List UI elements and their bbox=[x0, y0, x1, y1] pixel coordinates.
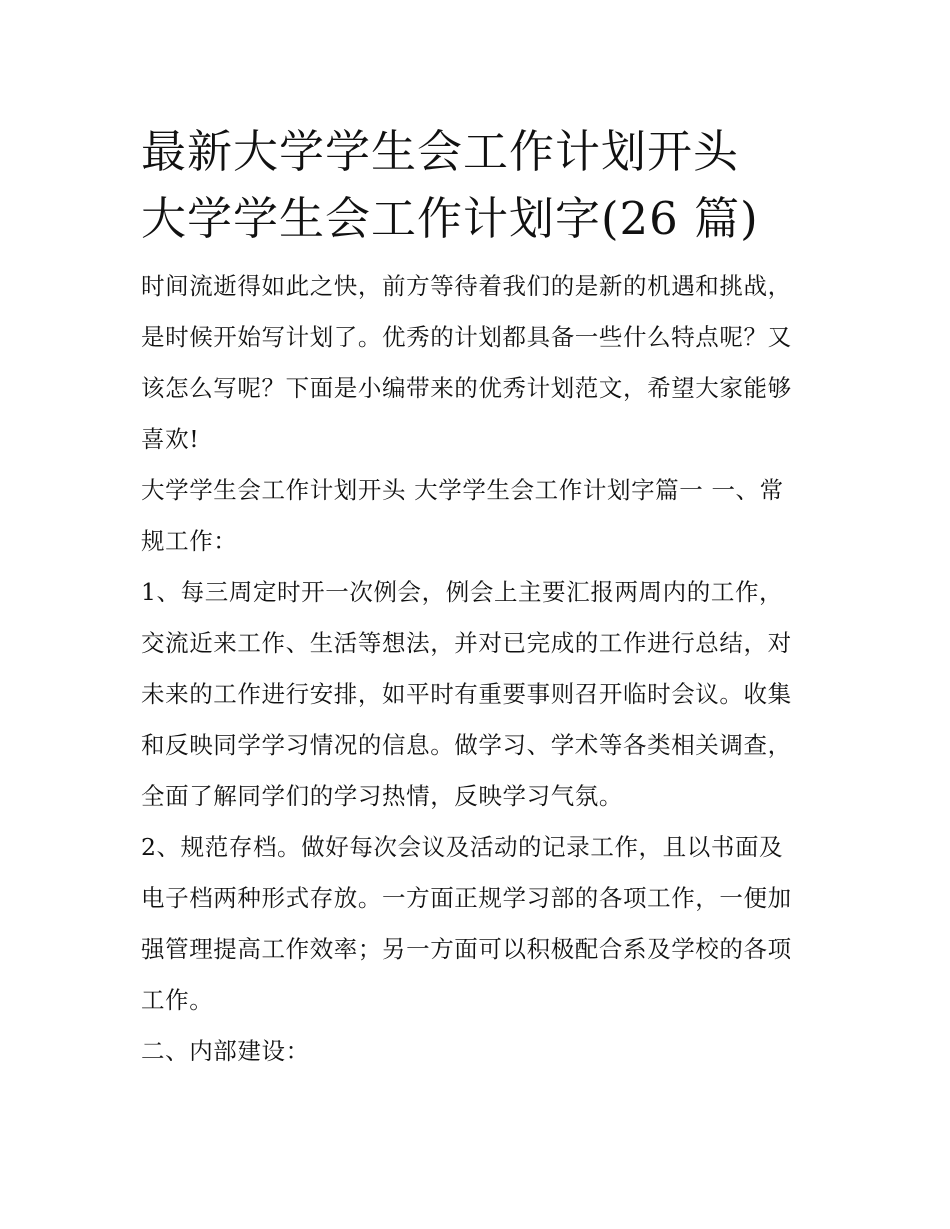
item-2-paragraph bbox=[141, 822, 821, 1026]
text-line: 二、内部建设： bbox=[141, 1037, 310, 1065]
text-line: 电子档两种形式存放。一方面正规学习部的各项工作，一便加 bbox=[141, 884, 792, 912]
section-heading-paragraph bbox=[141, 465, 821, 567]
text-line: 强管理提高工作效率；另一方面可以积极配合系及学校的各项 bbox=[141, 935, 792, 963]
intro-paragraph bbox=[141, 261, 821, 465]
title-line: 最新大学学生会工作计划开头 bbox=[141, 125, 740, 178]
text-line: 时间流逝得如此之快，前方等待着我们的是新的机遇和挑战， bbox=[141, 272, 792, 300]
document-page bbox=[141, 118, 821, 1077]
text-line: 是时候开始写计划了。优秀的计划都具备一些什么特点呢？又 bbox=[141, 323, 792, 351]
text-line: 未来的工作进行安排，如平时有重要事则召开临时会议。收集 bbox=[141, 680, 792, 708]
text-line: 交流近来工作、生活等想法，并对已完成的工作进行总结，对 bbox=[141, 629, 792, 657]
text-line: 大学学生会工作计划开头 大学学生会工作计划字篇一 一、常 bbox=[141, 476, 784, 504]
text-line: 全面了解同学们的学习热情，反映学习气氛。 bbox=[141, 782, 623, 810]
text-line: 2、规范存档。做好每次会议及活动的记录工作，且以书面及 bbox=[141, 833, 784, 861]
document-title bbox=[141, 118, 821, 252]
text-line: 和反映同学学习情况的信息。做学习、学术等各类相关调查， bbox=[141, 731, 792, 759]
text-line: 1、每三周定时开一次例会，例会上主要汇报两周内的工作， bbox=[141, 578, 784, 606]
text-line: 该怎么写呢？下面是小编带来的优秀计划范文，希望大家能够 bbox=[141, 374, 792, 402]
text-line: 规工作： bbox=[141, 527, 238, 555]
text-line: 喜欢! bbox=[141, 425, 200, 453]
title-line: 大学学生会工作计划字(26 篇) bbox=[141, 192, 759, 245]
section-2-heading bbox=[141, 1026, 821, 1077]
item-1-paragraph bbox=[141, 567, 821, 822]
text-line: 工作。 bbox=[141, 986, 214, 1014]
